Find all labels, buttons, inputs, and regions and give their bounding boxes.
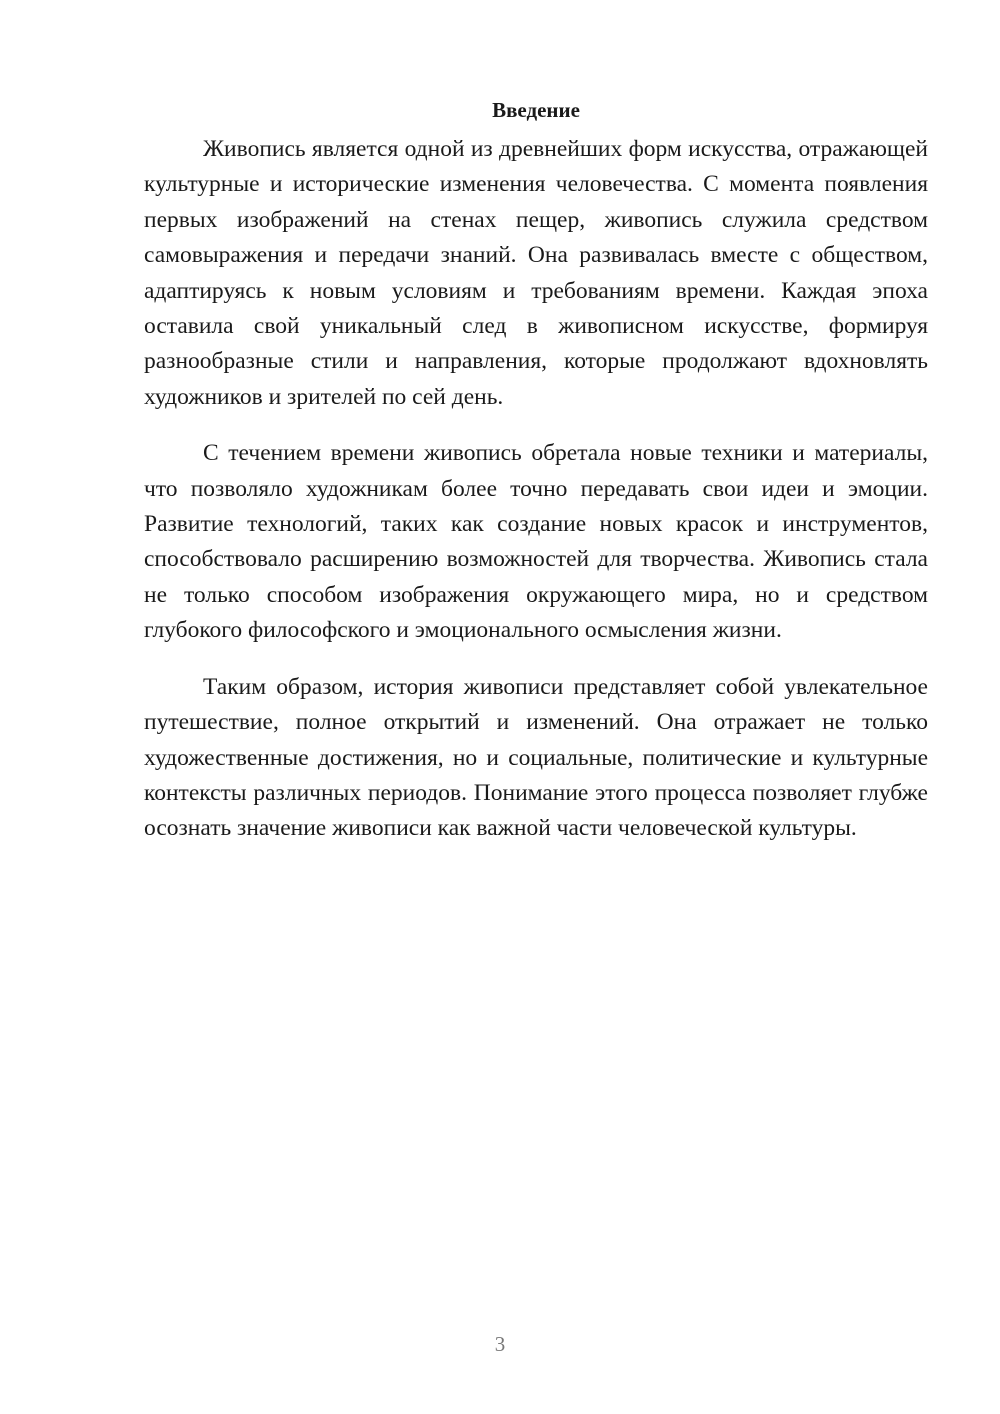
section-heading: Введение — [492, 98, 580, 122]
page-number: 3 — [494, 1332, 506, 1356]
page-content — [144, 92, 928, 868]
paragraph-2: С течением времени живопись обретала новые техники и материалы, что позволяло художникам более точно передавать свои идеи и эмоции. Развитие технологий, таких как создание новых красок и инструментов, способствовало расширению возможностей для творчества. Живопись стала не только способом изображения окружающего мира, но и средством глубокого философского и эмоционального осмысления жизни. — [144, 440, 928, 644]
paragraph-3: Таким образом, история живописи представляет собой увлекательное путешествие, полное открытий и изменений. Она отражает не только художественные достижения, но и социальные, политические и культурные контексты различных периодов. Понимание этого процесса позволяет глубже осознать значение живописи как важной части человеческой культуры. — [144, 673, 928, 842]
paragraph-1: Живопись является одной из древнейших форм искусства, отражающей культурные и исторические изменения человечества. С момента появления первых изображений на стенах пещер, живопись служила средством самовыражения и передачи знаний. Она развивалась вместе с обществом, адаптируясь к новым условиям и требованиям времени. Каждая эпоха оставила свой уникальный след в живописном искусстве, формируя разнообразные стили и направления, которые продолжают вдохновлять художников и зрителей по сей день. — [144, 136, 928, 410]
